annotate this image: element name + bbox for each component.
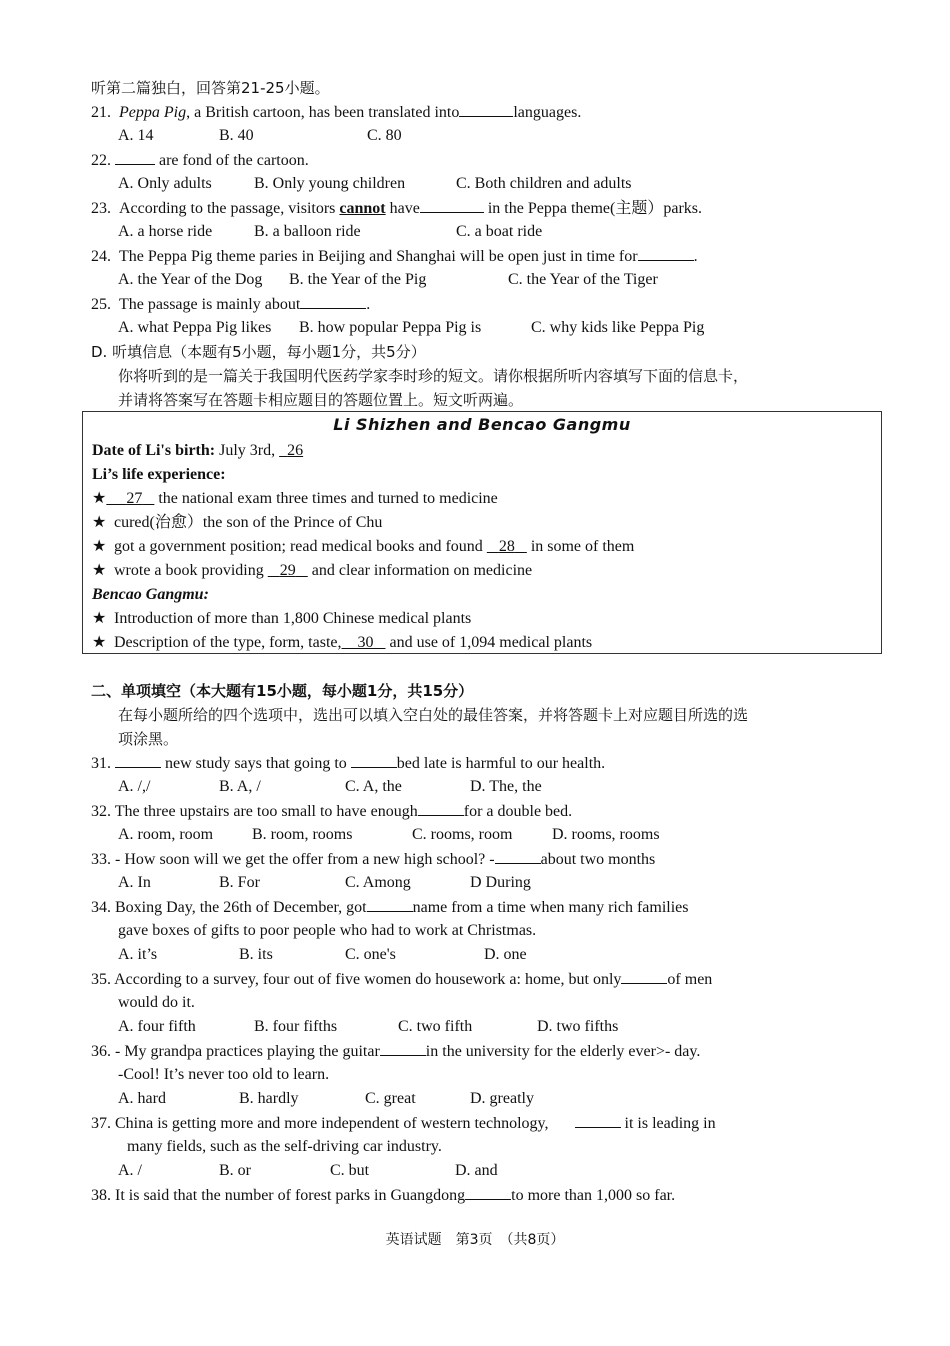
option-d: D. rooms, rooms <box>552 826 660 843</box>
answer-blank <box>115 150 155 165</box>
answer-blank <box>380 1041 426 1056</box>
option-a: A. four fifth <box>118 1018 196 1035</box>
answer-blank <box>465 1185 511 1200</box>
question-37-continued: many fields, such as the self-driving car industry. <box>127 1138 442 1155</box>
section-intro: 听第二篇独白，回答第21-25小题。 <box>91 79 330 97</box>
star-icon: ★ <box>92 634 107 651</box>
option-a: A. it’s <box>118 946 158 963</box>
option-c: C. but <box>330 1162 370 1179</box>
question-33: 33. - How soon will we get the offer from a new high school? - about two months <box>91 851 656 868</box>
life-item: ★ got a government position; read medical books and found 28 in some of them <box>92 538 635 555</box>
option-d: D. two fifths <box>537 1018 619 1035</box>
option-c: C. 80 <box>367 127 402 144</box>
option-b: B. For <box>219 874 260 891</box>
option-a: A. hard <box>118 1090 166 1107</box>
life-item: ★ 27 the national exam three times and turned to medicine <box>92 490 498 507</box>
option-b: B. hardly <box>239 1090 299 1107</box>
part-d-instruction: 并请将答案写在答题卡相应题目的答题位置上。短文听两遍。 <box>118 391 524 409</box>
option-b: B. Only young children <box>254 175 406 192</box>
option-b: B. how popular Peppa Pig is <box>299 319 482 336</box>
star-icon: ★ <box>92 514 107 531</box>
life-label: Li’s life experience: <box>92 466 226 483</box>
option-a: A. what Peppa Pig likes <box>118 319 272 336</box>
question-37: 37. China is getting more and more independent of western technology, it is leading in <box>91 1115 716 1132</box>
bencao-item: ★ Description of the type, form, taste, 30 and use of 1,094 medical plants <box>92 634 593 651</box>
answer-blank <box>367 897 413 912</box>
option-c: C. great <box>365 1090 416 1107</box>
answer-blank <box>300 294 366 309</box>
bencao-item: ★ Introduction of more than 1,800 Chinese medical plants <box>92 610 472 627</box>
answer-blank <box>621 969 667 984</box>
emphasis-word: cannot <box>339 200 386 217</box>
info-card <box>82 411 882 654</box>
option-d: D. greatly <box>470 1090 534 1107</box>
option-c: C. a boat ride <box>456 223 543 240</box>
option-d: D. The, the <box>470 778 542 795</box>
birth-row: Date of Li's birth: July 3rd, 26 <box>92 442 304 459</box>
answer-blank <box>351 753 397 768</box>
star-icon: ★ <box>92 610 107 627</box>
option-c: C. two fifth <box>398 1018 473 1035</box>
answer-blank <box>115 753 161 768</box>
bencao-label: Bencao Gangmu: <box>92 586 209 603</box>
answer-blank <box>420 198 484 213</box>
answer-blank-30: 30 <box>357 634 374 651</box>
option-a: A. room, room <box>118 826 214 843</box>
card-title: Li Shizhen and Bencao Gangmu <box>333 415 631 434</box>
part-2-instruction: 在每小题所给的四个选项中，选出可以填入空白处的最佳答案，并将答题卡上对应题目所选的选 <box>118 706 749 724</box>
page-footer: 英语试题 第3页 （共8页） <box>385 1232 565 1248</box>
question-36: 36. - My grandpa practices playing the guitar in the university for the elderly ever>- day. <box>91 1043 701 1060</box>
question-36-continued: -Cool! It’s never too old to learn. <box>118 1066 330 1083</box>
option-a: A. /,/ <box>118 778 151 795</box>
part-2-instruction: 项涂黑。 <box>118 730 179 748</box>
question-31: 31. new study says that going to bed late is harmful to our health. <box>91 755 606 772</box>
question-34-continued: gave boxes of gifts to poor people who had to work at Christmas. <box>118 922 537 939</box>
part-d-instruction: 你将听到的是一篇关于我国明代医药学家李时珍的短文。请你根据所听内容填写下面的信息卡， <box>118 367 749 385</box>
option-c: C. one's <box>345 946 396 963</box>
option-c: C. why kids like Peppa Pig <box>531 319 705 336</box>
answer-blank <box>575 1113 621 1128</box>
answer-blank-26: 26 <box>287 442 304 459</box>
option-b: B. four fifths <box>254 1018 338 1035</box>
cartoon-title: Peppa Pig <box>119 104 187 121</box>
option-b: B. room, rooms <box>252 826 353 843</box>
option-a: A. the Year of the Dog <box>118 271 263 288</box>
answer-blank-29: 29 <box>279 562 296 579</box>
answer-blank <box>459 102 513 117</box>
star-icon: ★ <box>92 562 107 579</box>
question-34: 34. Boxing Day, the 26th of December, got name from a time when many rich families <box>91 899 689 916</box>
option-a: A. In <box>118 874 151 891</box>
question-23: 23. According to the passage, visitors cannot have in the Peppa theme(主题）parks. <box>91 200 703 217</box>
star-icon: ★ <box>92 538 107 555</box>
answer-blank <box>638 246 694 261</box>
question-number: 21. <box>91 104 111 121</box>
answer-blank <box>418 801 464 816</box>
option-d: D During <box>470 874 531 891</box>
option-c: C. the Year of the Tiger <box>508 271 658 288</box>
answer-blank-27: 27 <box>126 490 143 507</box>
star-icon: ★ <box>92 490 107 507</box>
question-32: 32. The three upstairs are too small to have enough for a double bed. <box>91 803 573 820</box>
option-d: D. and <box>455 1162 498 1179</box>
life-item: ★ wrote a book providing 29 and clear information on medicine <box>92 562 533 579</box>
part-d-heading: D. 听填信息（本题有5小题，每小题1分，共5分） <box>91 343 426 361</box>
option-a: A. Only adults <box>118 175 212 192</box>
option-b: B. its <box>239 946 273 963</box>
option-c: C. Both children and adults <box>456 175 632 192</box>
option-d: D. one <box>484 946 527 963</box>
question-22: 22. are fond of the cartoon. <box>91 152 309 169</box>
option-a: A. a horse ride <box>118 223 213 240</box>
question-24: 24. The Peppa Pig theme paries in Beijing and Shanghai will be open just in time for . <box>91 248 698 265</box>
part-2-heading: 二、单项填空（本大题有15小题，每小题1分，共15分） <box>91 682 474 700</box>
question-38: 38. It is said that the number of forest parks in Guangdong to more than 1,000 so far. <box>91 1187 676 1204</box>
answer-blank <box>495 849 541 864</box>
option-c: C. rooms, room <box>412 826 513 843</box>
question-21: 21. Peppa Pig, a British cartoon, has been translated into languages. <box>91 104 582 121</box>
answer-blank-28: 28 <box>498 538 515 555</box>
option-b: B. or <box>219 1162 251 1179</box>
option-b: B. 40 <box>219 127 254 144</box>
option-b: B. a balloon ride <box>254 223 361 240</box>
question-35: 35. According to a survey, four out of five women do housework a: home, but only of men <box>91 971 713 988</box>
option-b: B. the Year of the Pig <box>289 271 427 288</box>
option-c: C. A, the <box>345 778 402 795</box>
option-a: A. / <box>118 1162 142 1179</box>
life-item: ★ cured(治愈）the son of the Prince of Chu <box>92 514 383 531</box>
option-c: C. Among <box>345 874 411 891</box>
option-a: A. 14 <box>118 127 154 144</box>
question-25: 25. The passage is mainly about . <box>91 296 371 313</box>
option-b: B. A, / <box>219 778 261 795</box>
question-35-continued: would do it. <box>118 994 195 1011</box>
